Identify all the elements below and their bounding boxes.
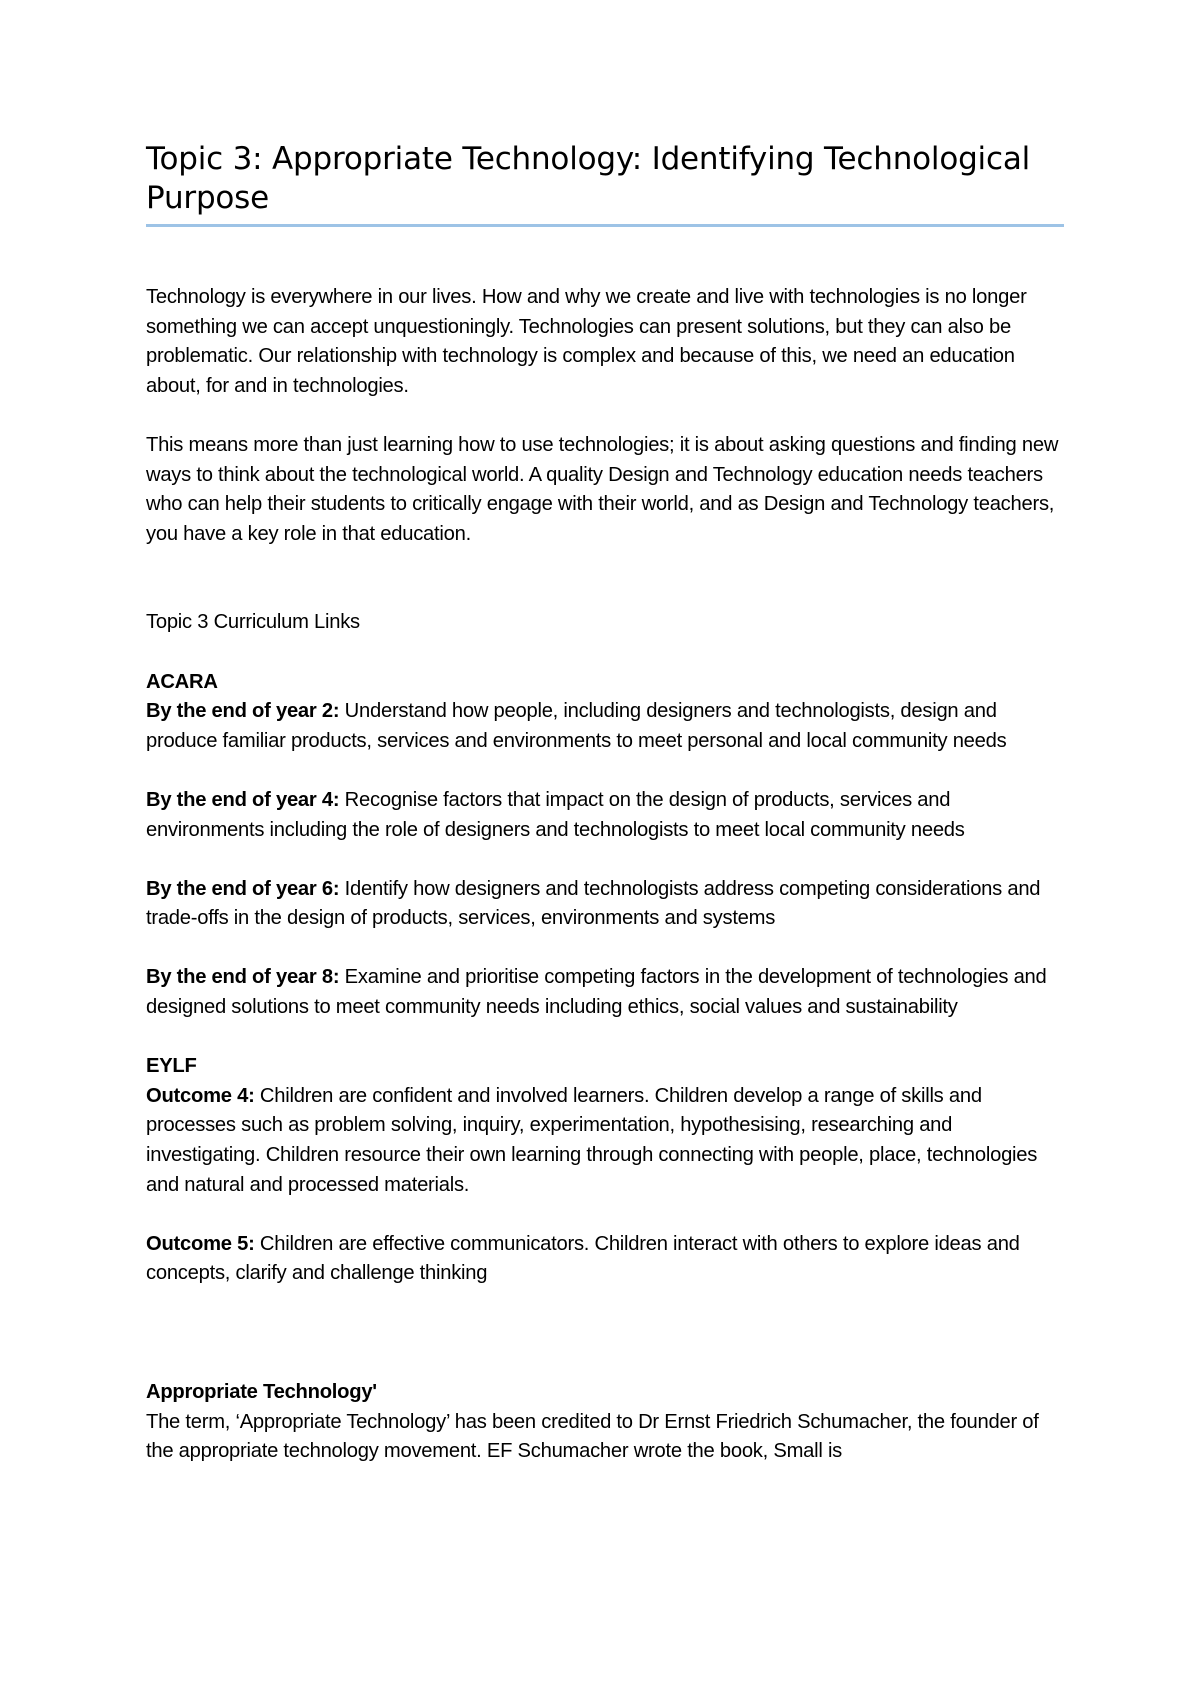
page-title: Topic 3: Appropriate Technology: Identifying Technological Purpose (146, 140, 1064, 227)
acara-item-year-2 (146, 697, 1064, 756)
curriculum-links-heading: Topic 3 Curriculum Links (146, 611, 360, 634)
acara-item-text: Recognise factors that impact on the design of products, services and environments including the role of designers and technologists to meet local community needs (146, 788, 965, 841)
eylf-item-label: Outcome 4: (146, 1084, 255, 1107)
acara-item-label: By the end of year 8: (146, 966, 340, 989)
intro-paragraph-2: This means more than just learning how to use technologies; it is about asking questions and finding new ways to think about the technological world. A quality Design and Technology education needs teachers who can help their students to critically engage with their world, and as Design and Technology teachers, you have a key role in that education. (146, 433, 1059, 545)
acara-item-year-8 (146, 963, 1064, 1022)
document-page (146, 140, 1064, 1467)
acara-item-label: By the end of year 4: (146, 788, 340, 811)
acara-item-year-4 (146, 786, 1064, 845)
intro-paragraph-1: Technology is everywhere in our lives. How and why we create and live with technologies is no longer something we can accept unquestioningly. Technologies can present solutions, but they can also be problematic. Our relationship with technology is complex and because of this, we need an education about, for and in technologies. (146, 286, 1027, 397)
eylf-item-text: Children are confident and involved learners. Children develop a range of skills and processes such as problem solving, inquiry, experimentation, hypothesising, researching and investigating. Children resource their own learning through connecting with people, place, technologies and natural and processed materials. (146, 1084, 1038, 1196)
acara-item-year-6 (146, 875, 1064, 934)
appropriate-technology-heading: Appropriate Technology' (146, 1381, 377, 1403)
eylf-item-text: Children are effective communicators. Children interact with others to explore ideas and concepts, clarify and challenge thinking (146, 1232, 1020, 1285)
eylf-outcome-4 (146, 1082, 1064, 1200)
acara-heading: ACARA (146, 670, 218, 693)
acara-item-text: Examine and prioritise competing factors in the development of technologies and designed solutions to meet community needs including ethics, social values and sustainability (146, 966, 1047, 1019)
eylf-heading: EYLF (146, 1055, 197, 1078)
acara-item-label: By the end of year 2: (146, 700, 340, 723)
eylf-outcome-5 (146, 1230, 1064, 1289)
eylf-item-label: Outcome 5: (146, 1232, 255, 1255)
acara-item-label: By the end of year 6: (146, 877, 340, 900)
acara-item-text: Identify how designers and technologists address competing considerations and trade-offs in the design of products, services, environments and systems (146, 877, 1041, 930)
acara-item-text: Understand how people, including designers and technologists, design and produce familiar products, services and environments to meet personal and local community needs (146, 700, 1007, 752)
appropriate-technology-paragraph: The term, ‘Appropriate Technology’ has been credited to Dr Ernst Friedrich Schumacher, the founder of the appropriate technology movement. EF Schumacher wrote the book, Small is (146, 1410, 1039, 1463)
